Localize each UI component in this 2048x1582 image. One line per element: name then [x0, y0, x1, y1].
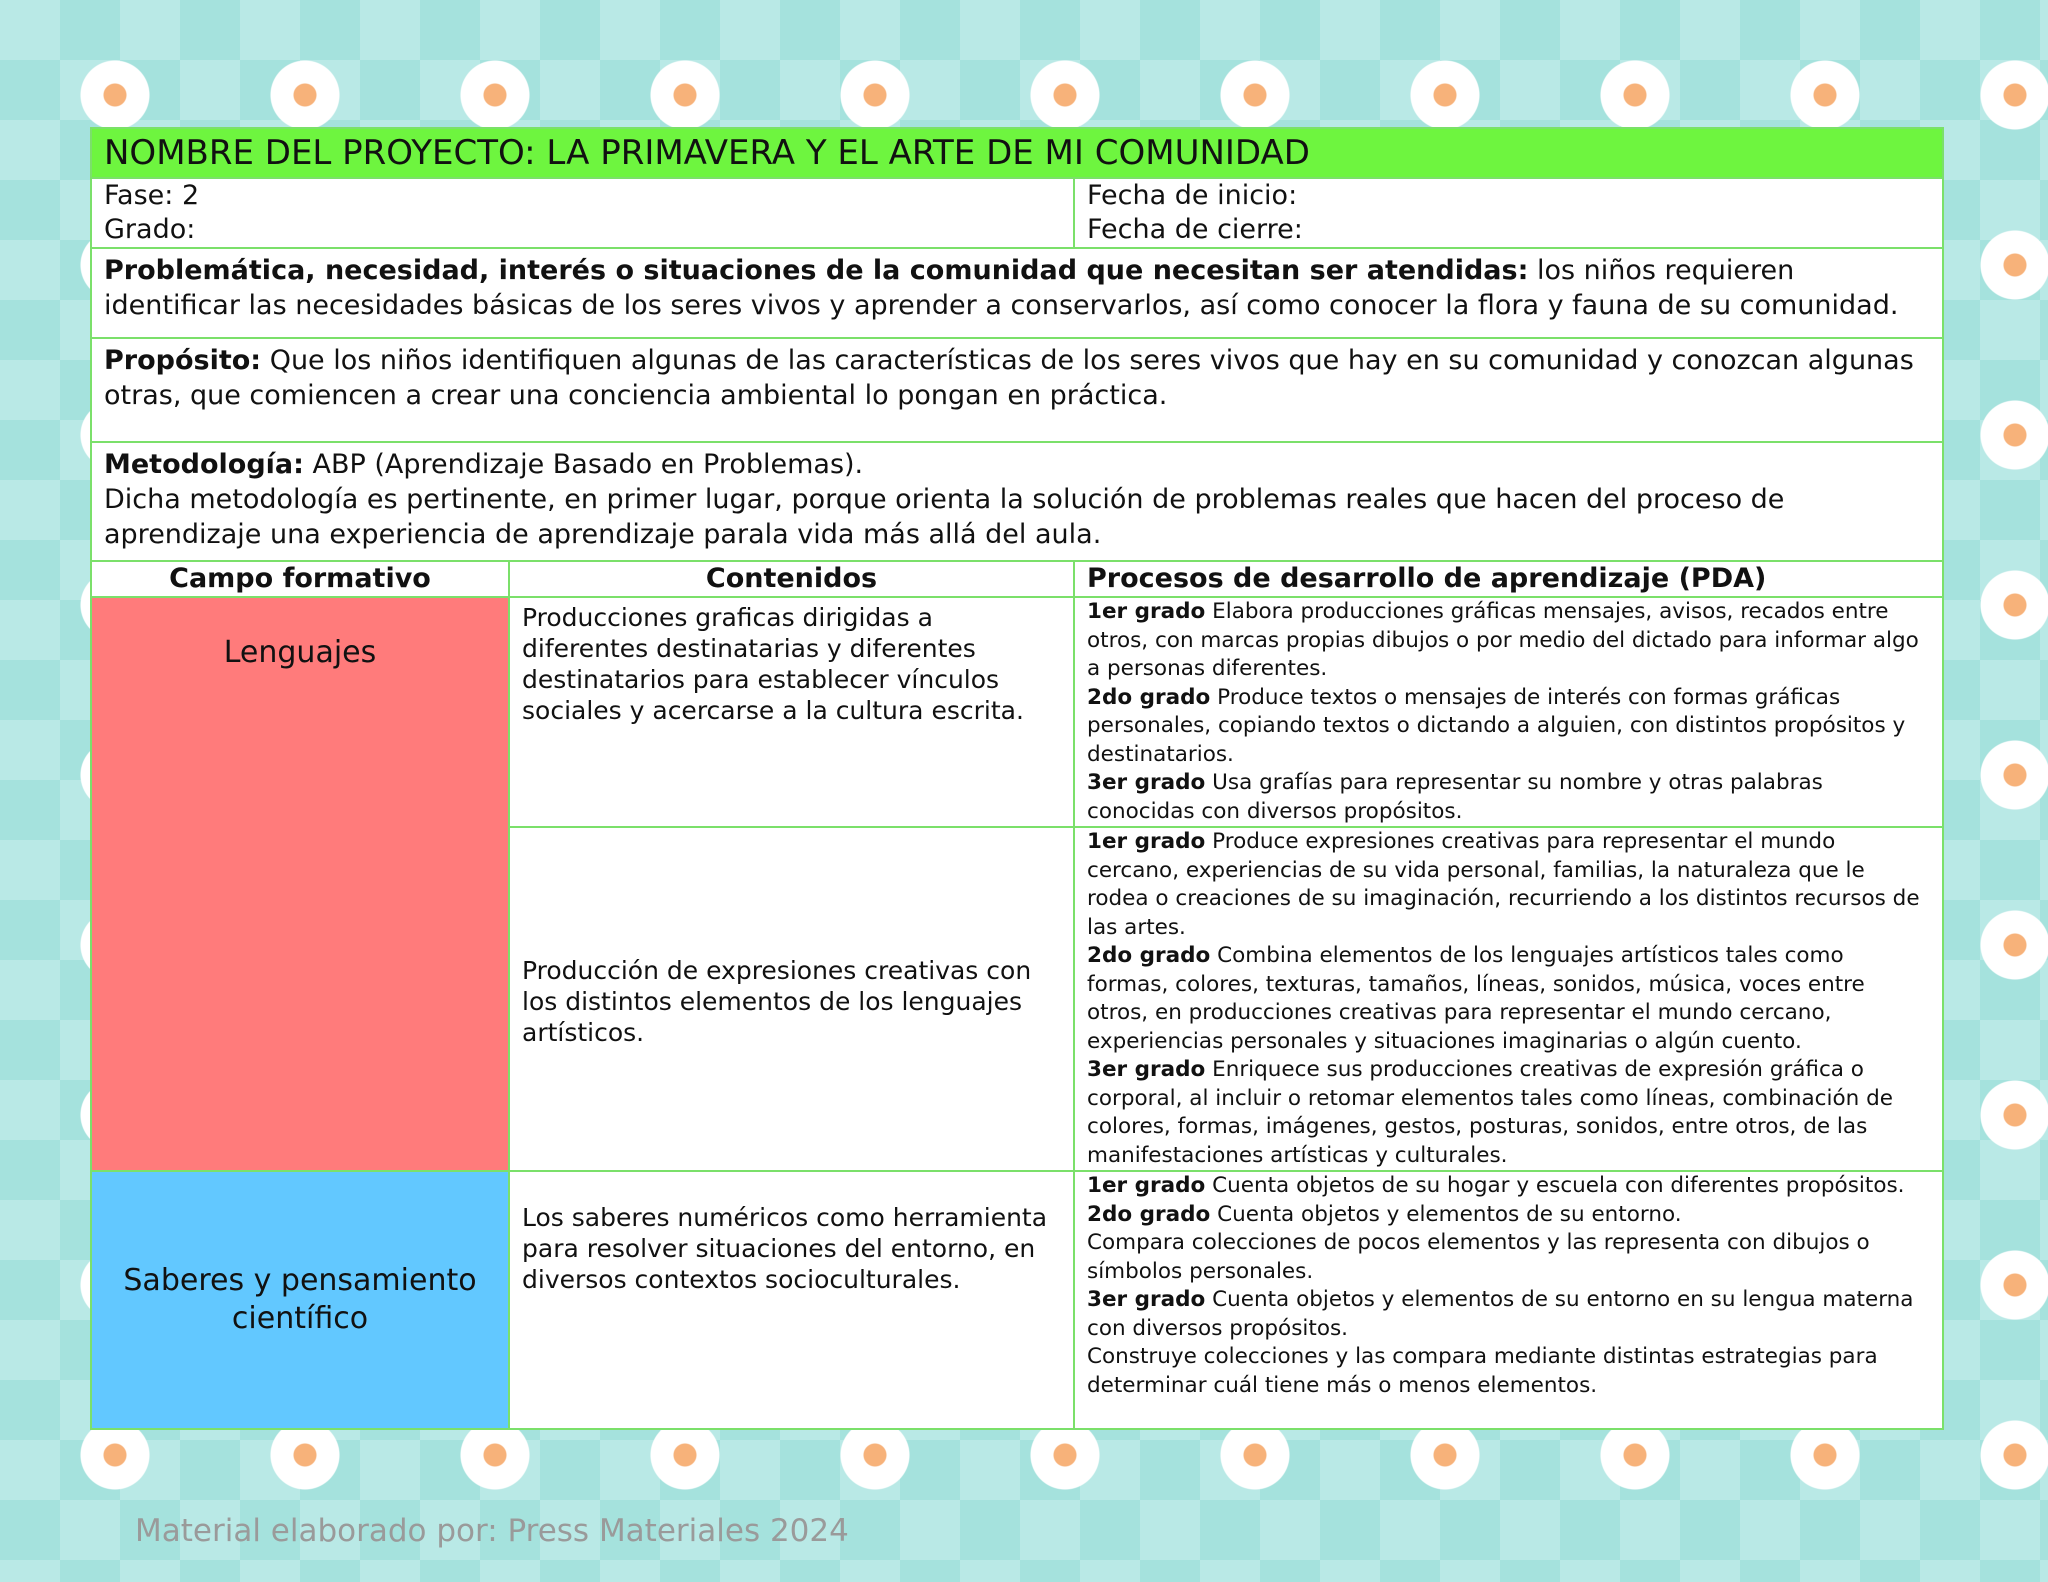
- grado-label: 2do grado: [1087, 943, 1211, 968]
- grado-label: 1er grado: [1087, 1173, 1206, 1198]
- pda-text: Usa grafías para representar su nombre y otras palabras conocidas con diversos propósitos.: [1087, 770, 1823, 824]
- planning-table: [90, 127, 1944, 1430]
- footer-credit: Material elaborado por: Press Materiales 2024: [135, 1513, 849, 1549]
- grado-label: 1er grado: [1087, 599, 1206, 624]
- header-pda: Procesos de desarrollo de aprendizaje (PDA): [1074, 561, 1943, 597]
- fase-grado-cell: [91, 178, 1074, 248]
- fechas-cell: [1074, 178, 1943, 248]
- pda-text: Combina elementos de los lenguajes artísticos tales como formas, colores, texturas, tamaños, líneas, sonidos, música, voces entre otros, en producciones creativas para representar el mundo cercano, experiencias personales y situaciones imaginarias o algún cuento.: [1087, 943, 1865, 1054]
- pda-item: [1087, 598, 1930, 684]
- contenido-cell: Los saberes numéricos como herramienta para resolver situaciones del entorno, en diversos contextos socioculturales.: [509, 1171, 1074, 1429]
- problematica-text: los niños requieren identificar las necesidades básicas de los seres vivos y aprender a conservarlos, así como conocer la flora y fauna de su comunidad.: [104, 255, 1899, 321]
- metodologia-description: Dicha metodología es pertinente, en primer lugar, porque orienta la solución de problemas reales que hacen del proceso de aprendizaje una experiencia de aprendizaje parala vida más allá del aula.: [104, 484, 1785, 550]
- pda-item: [1087, 684, 1930, 770]
- pda-item: [1087, 1201, 1930, 1230]
- metodologia-label: Metodología:: [104, 449, 304, 480]
- metodologia-text: ABP (Aprendizaje Basado en Problemas).: [303, 449, 864, 480]
- pda-extra: Construye colecciones y las compara mediante distintas estrategias para determinar cuál tiene más o menos elementos.: [1087, 1344, 1878, 1398]
- proposito-section: [91, 338, 1943, 442]
- campo-saberes: Saberes y pensamiento científico: [91, 1171, 509, 1429]
- pda-text: Cuenta objetos y elementos de su entorno.: [1210, 1201, 1682, 1227]
- fase-field: Fase: 2: [104, 180, 200, 211]
- header-contenidos: Contenidos: [509, 561, 1074, 597]
- metodologia-section: [91, 442, 1943, 561]
- pda-cell: [1074, 597, 1943, 827]
- contenido-cell: Producción de expresiones creativas con los distintos elementos de los lenguajes artísticos.: [509, 827, 1074, 1171]
- grado-field: Grado:: [104, 214, 196, 245]
- pda-item: [1087, 1056, 1930, 1170]
- pda-item: [1087, 1172, 1930, 1201]
- grado-label: 3er grado: [1087, 1057, 1206, 1082]
- pda-text: Produce expresiones creativas para representar el mundo cercano, experiencias de su vida personal, familias, la naturaleza que le rodea o creaciones de su imaginación, recurriendo a los distintos recursos de las artes.: [1087, 829, 1920, 940]
- grado-label: 3er grado: [1087, 1287, 1206, 1312]
- pda-text: Produce textos o mensajes de interés con formas gráficas personales, copiando textos o dictando a alguien, con distintos propósitos y destinatarios.: [1087, 684, 1906, 767]
- grado-label: 1er grado: [1087, 829, 1206, 854]
- pda-item: [1087, 1286, 1930, 1343]
- problematica-label: Problemática, necesidad, interés o situaciones de la comunidad que necesitan ser atendidas:: [104, 255, 1529, 286]
- fecha-inicio-field: Fecha de inicio:: [1087, 180, 1298, 211]
- pda-cell: [1074, 1171, 1943, 1429]
- fecha-cierre-field: Fecha de cierre:: [1087, 214, 1303, 245]
- proposito-text: Que los niños identifiquen algunas de las características de los seres vivos que hay en su comunidad y conozcan algunas otras, que comiencen a crear una conciencia ambiental lo pongan en práctica.: [104, 345, 1914, 411]
- problematica-section: [91, 248, 1943, 338]
- pda-item: [1087, 942, 1930, 1056]
- grado-label: 3er grado: [1087, 770, 1206, 795]
- proposito-label: Propósito:: [104, 345, 262, 376]
- header-campo: Campo formativo: [91, 561, 509, 597]
- pda-text: Elabora producciones gráficas mensajes, avisos, recados entre otros, con marcas propias dibujos o por medio del dictado para informar algo a personas diferentes.: [1087, 599, 1919, 681]
- campo-lenguajes: Lenguajes: [91, 597, 509, 1171]
- pda-item: [1087, 769, 1930, 826]
- pda-text: Enriquece sus producciones creativas de expresión gráfica o corporal, al incluir o retomar elementos tales como líneas, combinación de colores, formas, imágenes, gestos, posturas, sonidos, entre otros, de las manifestaciones artísticas y culturales.: [1087, 1057, 1893, 1168]
- pda-cell: [1074, 827, 1943, 1171]
- project-title: NOMBRE DEL PROYECTO: LA PRIMAVERA Y EL ARTE DE MI COMUNIDAD: [91, 128, 1943, 178]
- pda-extra: Compara colecciones de pocos elementos y las representa con dibujos o símbolos personales.: [1087, 1230, 1870, 1284]
- pda-text: Cuenta objetos y elementos de su entorno en su lengua materna con diversos propósitos.: [1087, 1287, 1914, 1341]
- pda-item: [1087, 828, 1930, 942]
- contenido-cell: Producciones graficas dirigidas a diferentes destinatarias y diferentes destinatarios para establecer vínculos sociales y acercarse a la cultura escrita.: [509, 597, 1074, 827]
- grado-label: 2do grado: [1087, 1201, 1211, 1227]
- grado-label: 2do grado: [1087, 684, 1211, 710]
- pda-text: Cuenta objetos de su hogar y escuela con diferentes propósitos.: [1205, 1173, 1905, 1198]
